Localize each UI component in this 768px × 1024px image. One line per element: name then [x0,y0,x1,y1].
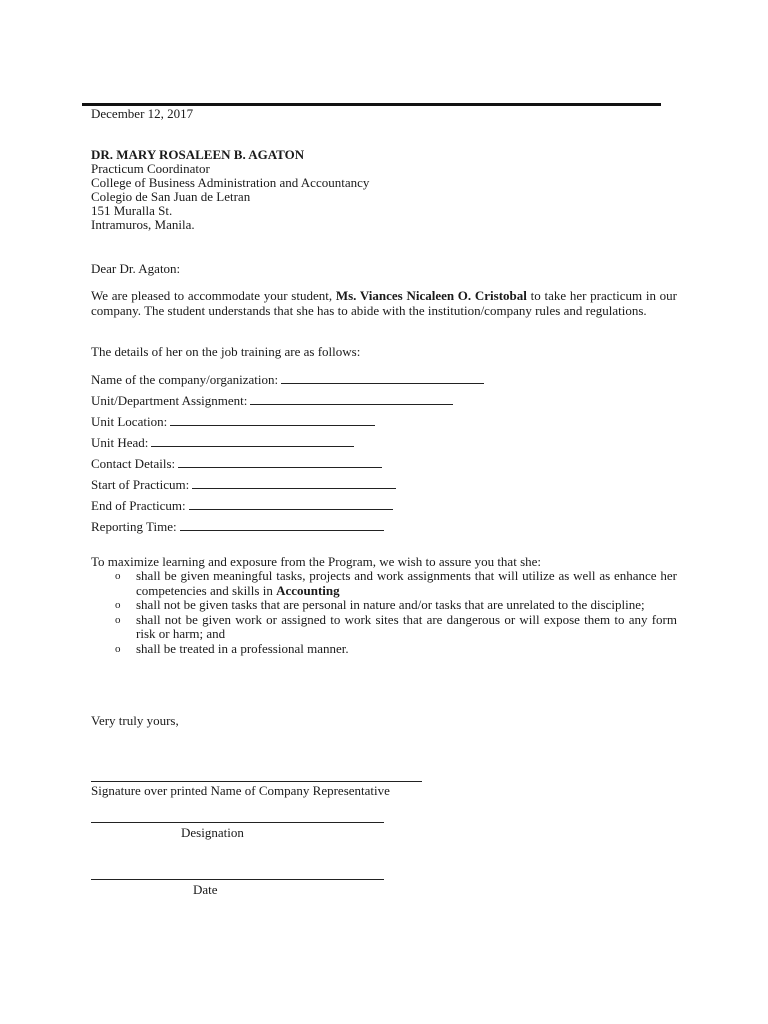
field-label: Contact Details: [91,456,176,471]
field-label: End of Practicum: [91,498,186,513]
details-intro: The details of her on the job training are as follows: [91,344,361,359]
recipient-line: Colegio de San Juan de Letran [91,189,251,204]
field-company [91,372,484,387]
recipient-line: Practicum Coordinator [91,161,210,176]
recipient-line: Intramuros, Manila. [91,217,195,232]
designation-label: Designation [181,825,244,840]
field-end [91,498,393,513]
field-blank-line [189,499,393,510]
assurance-section [91,554,677,656]
field-location [91,414,375,429]
field-label: Start of Practicum: [91,477,190,492]
list-item-text: shall be given meaningful tasks, projects and work assignments that will utilize as well as enhance her competencies and skills in [136,568,677,598]
field-blank-line [281,373,484,384]
intro-paragraph [91,288,677,318]
field-blank-line [250,394,453,405]
closing: Very truly yours, [91,713,179,728]
date-label: Date [193,882,218,897]
field-unit-head [91,435,354,450]
student-name: Ms. Viances Nicaleen O. Cristobal [335,288,527,303]
list-item-text: shall be treated in a professional manner. [136,640,349,656]
field-blank-line [178,457,382,468]
bullet-mark: o [115,599,121,611]
signature-label: Signature over printed Name of Company Representative [91,783,390,798]
intro-text: We are pleased to accommodate your student, [91,288,336,303]
field-blank-line [151,436,354,447]
bullet-mark: o [115,642,121,655]
list-item-text: shall not be given tasks that are personal in nature and/or tasks that are unrelated to the discipline; [136,597,645,612]
bullet-mark: o [115,570,121,582]
field-department [91,393,453,408]
designation-line [91,822,384,823]
field-label: Name of the company/organization: [91,372,279,387]
recipient-line: 151 Muralla St. [91,203,173,218]
list-item [91,598,677,613]
field-start [91,477,396,492]
field-contact [91,456,382,471]
field-blank-line [180,520,384,531]
field-label: Unit Location: [91,414,168,429]
field-reporting-time [91,519,384,534]
list-item [91,569,677,598]
list-item-emphasis: Accounting [276,582,340,598]
recipient-name: DR. MARY ROSALEEN B. AGATON [91,147,305,162]
assurance-intro: To maximize learning and exposure from the Program, we wish to assure you that she: [91,554,542,569]
list-item [91,613,677,642]
field-label: Reporting Time: [91,519,177,534]
list-item [91,642,677,657]
field-label: Unit Head: [91,435,149,450]
field-label: Unit/Department Assignment: [91,393,248,408]
signature-line [91,781,422,782]
list-item-text: shall not be given work or assigned to work sites that are dangerous or will expose them to any form risk or harm; and [136,611,677,641]
recipient-line: College of Business Administration and Accountancy [91,175,370,190]
date-line [91,879,384,880]
letter-date: December 12, 2017 [91,106,194,121]
salutation: Dear Dr. Agaton: [91,261,181,276]
field-blank-line [170,415,375,426]
bullet-mark: o [115,613,121,626]
field-blank-line [192,478,396,489]
intro-text: to take her practicum in our company. The student understands that she has to abide with the institution/company rules and regulations. [91,288,677,318]
